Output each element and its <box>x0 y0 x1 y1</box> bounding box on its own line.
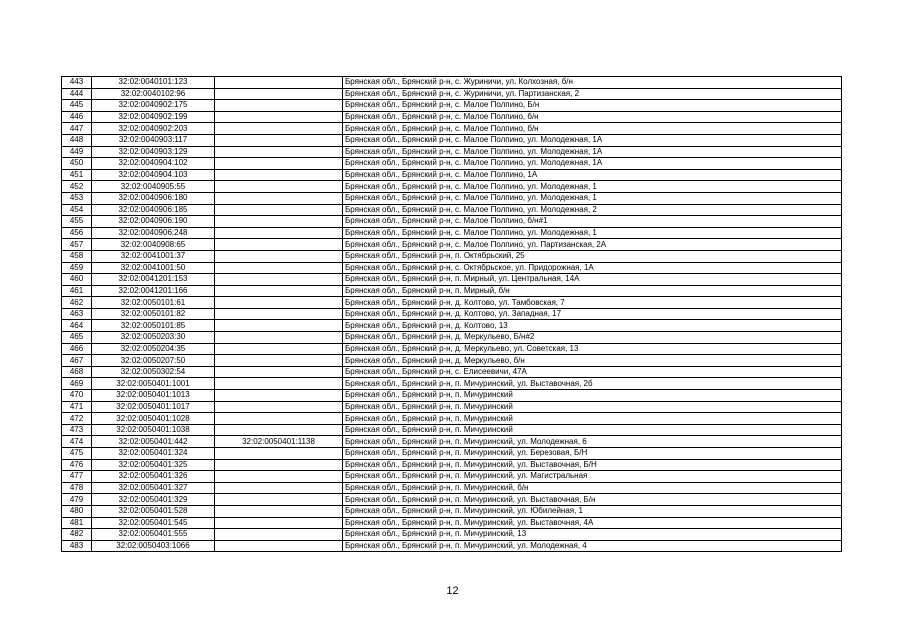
secondary-cadastral-number-cell <box>215 366 343 378</box>
secondary-cadastral-number-cell <box>215 134 343 146</box>
address-cell: Брянская обл., Брянский р-н, с. Малое Полпино, ул. Молодежная, 2 <box>343 204 842 216</box>
cadastral-number-cell: 32:02:0040902:199 <box>92 111 215 123</box>
table-row <box>62 181 842 193</box>
secondary-cadastral-number-cell <box>215 77 343 89</box>
cadastral-number-cell: 32:02:0041001:50 <box>92 262 215 274</box>
table-row <box>62 100 842 112</box>
secondary-cadastral-number-cell <box>215 123 343 135</box>
secondary-cadastral-number-cell <box>215 505 343 517</box>
cadastral-number-cell: 32:02:0041201:166 <box>92 285 215 297</box>
address-cell: Брянская обл., Брянский р-н, с. Малое Полпино, ул. Молодежная, 1А <box>343 134 842 146</box>
table-row <box>62 332 842 344</box>
row-number-cell: 447 <box>62 123 92 135</box>
address-cell: Брянская обл., Брянский р-н, с. Журиничи, ул. Колхозная, б/н <box>343 77 842 89</box>
cadastral-number-cell: 32:02:0041001:37 <box>92 250 215 262</box>
table-row <box>62 355 842 367</box>
secondary-cadastral-number-cell <box>215 448 343 460</box>
row-number-cell: 451 <box>62 169 92 181</box>
row-number-cell: 476 <box>62 459 92 471</box>
table-row <box>62 540 842 552</box>
secondary-cadastral-number-cell <box>215 517 343 529</box>
secondary-cadastral-number-cell <box>215 100 343 112</box>
cadastral-number-cell: 32:02:0050207:50 <box>92 355 215 367</box>
cadastral-number-cell: 32:02:0050403:1066 <box>92 540 215 552</box>
address-cell: Брянская обл., Брянский р-н, п. Мичуринский <box>343 424 842 436</box>
address-cell: Брянская обл., Брянский р-н, п. Мичуринский, ул. Выставочная, 2б <box>343 378 842 390</box>
table-row <box>62 111 842 123</box>
table-row <box>62 413 842 425</box>
secondary-cadastral-number-cell <box>215 424 343 436</box>
row-number-cell: 482 <box>62 529 92 541</box>
cadastral-number-cell: 32:02:0040902:175 <box>92 100 215 112</box>
row-number-cell: 461 <box>62 285 92 297</box>
table-row <box>62 216 842 228</box>
address-cell: Брянская обл., Брянский р-н, п. Мирный, б/н <box>343 285 842 297</box>
row-number-cell: 463 <box>62 308 92 320</box>
cadastral-number-cell: 32:02:0040904:102 <box>92 158 215 170</box>
address-cell: Брянская обл., Брянский р-н, с. Малое Полпино, ул. Молодежная, 1 <box>343 192 842 204</box>
table-row <box>62 250 842 262</box>
table-row <box>62 123 842 135</box>
address-cell: Брянская обл., Брянский р-н, с. Малое Полпино, ул. Партизанская, 2А <box>343 239 842 251</box>
cadastral-number-cell: 32:02:0050401:1028 <box>92 413 215 425</box>
secondary-cadastral-number-cell <box>215 459 343 471</box>
table-row <box>62 366 842 378</box>
row-number-cell: 479 <box>62 494 92 506</box>
cadastral-number-cell: 32:02:0050401:1013 <box>92 390 215 402</box>
address-cell: Брянская обл., Брянский р-н, п. Мичуринский <box>343 401 842 413</box>
address-cell: Брянская обл., Брянский р-н, п. Мичуринский, б/н <box>343 482 842 494</box>
row-number-cell: 465 <box>62 332 92 344</box>
property-registry-table <box>61 76 842 552</box>
address-cell: Брянская обл., Брянский р-н, с. Малое Полпино, б/н#1 <box>343 216 842 228</box>
table-row <box>62 274 842 286</box>
address-cell: Брянская обл., Брянский р-н, п. Мичуринский, ул. Магистральная <box>343 471 842 483</box>
address-cell: Брянская обл., Брянский р-н, с. Елисеевичи, 47А <box>343 366 842 378</box>
secondary-cadastral-number-cell <box>215 378 343 390</box>
cadastral-number-cell: 32:02:0050101:82 <box>92 308 215 320</box>
secondary-cadastral-number-cell <box>215 320 343 332</box>
secondary-cadastral-number-cell <box>215 413 343 425</box>
row-number-cell: 464 <box>62 320 92 332</box>
row-number-cell: 454 <box>62 204 92 216</box>
address-cell: Брянская обл., Брянский р-н, п. Мичуринский, ул. Выставочная, Б/н <box>343 494 842 506</box>
row-number-cell: 483 <box>62 540 92 552</box>
cadastral-number-cell: 32:02:0040903:117 <box>92 134 215 146</box>
address-cell: Брянская обл., Брянский р-н, с. Малое Полпино, ул. Молодежная, 1А <box>343 146 842 158</box>
row-number-cell: 478 <box>62 482 92 494</box>
secondary-cadastral-number-cell <box>215 401 343 413</box>
row-number-cell: 467 <box>62 355 92 367</box>
row-number-cell: 459 <box>62 262 92 274</box>
row-number-cell: 448 <box>62 134 92 146</box>
cadastral-number-cell: 32:02:0050401:442 <box>92 436 215 448</box>
table-row <box>62 146 842 158</box>
cadastral-number-cell: 32:02:0050401:326 <box>92 471 215 483</box>
address-cell: Брянская обл., Брянский р-н, д. Колтово, ул. Западная, 17 <box>343 308 842 320</box>
address-cell: Брянская обл., Брянский р-н, с. Малое Полпино, б/н <box>343 123 842 135</box>
address-cell: Брянская обл., Брянский р-н, п. Мичуринский, ул. Выставочная, Б/Н <box>343 459 842 471</box>
cadastral-number-cell: 32:02:0040906:190 <box>92 216 215 228</box>
row-number-cell: 449 <box>62 146 92 158</box>
row-number-cell: 481 <box>62 517 92 529</box>
cadastral-number-cell: 32:02:0050401:528 <box>92 505 215 517</box>
row-number-cell: 444 <box>62 88 92 100</box>
secondary-cadastral-number-cell <box>215 297 343 309</box>
page-number: 12 <box>446 585 459 597</box>
table-row <box>62 529 842 541</box>
address-cell: Брянская обл., Брянский р-н, с. Малое Полпино, б/н <box>343 111 842 123</box>
table-row <box>62 424 842 436</box>
table-row <box>62 297 842 309</box>
address-cell: Брянская обл., Брянский р-н, д. Меркульево, Б/н#2 <box>343 332 842 344</box>
secondary-cadastral-number-cell <box>215 471 343 483</box>
row-number-cell: 446 <box>62 111 92 123</box>
address-cell: Брянская обл., Брянский р-н, д. Меркульево, б/н <box>343 355 842 367</box>
row-number-cell: 450 <box>62 158 92 170</box>
cadastral-number-cell: 32:02:0040905:55 <box>92 181 215 193</box>
cadastral-number-cell: 32:02:0050204:35 <box>92 343 215 355</box>
cadastral-number-cell: 32:02:0050401:324 <box>92 448 215 460</box>
table-row <box>62 134 842 146</box>
row-number-cell: 474 <box>62 436 92 448</box>
cadastral-number-cell: 32:02:0050401:1038 <box>92 424 215 436</box>
secondary-cadastral-number-cell <box>215 181 343 193</box>
secondary-cadastral-number-cell <box>215 239 343 251</box>
secondary-cadastral-number-cell <box>215 332 343 344</box>
cadastral-number-cell: 32:02:0050401:327 <box>92 482 215 494</box>
table-row <box>62 320 842 332</box>
cadastral-number-cell: 32:02:0040101:123 <box>92 77 215 89</box>
table-row <box>62 158 842 170</box>
row-number-cell: 480 <box>62 505 92 517</box>
row-number-cell: 470 <box>62 390 92 402</box>
address-cell: Брянская обл., Брянский р-н, с. Малое Полпино, ул. Молодежная, 1 <box>343 181 842 193</box>
address-cell: Брянская обл., Брянский р-н, п. Мичуринский <box>343 413 842 425</box>
address-cell: Брянская обл., Брянский р-н, с. Октябрьское, ул. Придорожная, 1А <box>343 262 842 274</box>
table-row <box>62 262 842 274</box>
address-cell: Брянская обл., Брянский р-н, п. Мичуринский, ул. Молодежная, 4 <box>343 540 842 552</box>
address-cell: Брянская обл., Брянский р-н, п. Мичуринский, ул. Выставочная, 4А <box>343 517 842 529</box>
cadastral-number-cell: 32:02:0050203:30 <box>92 332 215 344</box>
cadastral-number-cell: 32:02:0050101:61 <box>92 297 215 309</box>
table-row <box>62 448 842 460</box>
secondary-cadastral-number-cell <box>215 227 343 239</box>
secondary-cadastral-number-cell <box>215 355 343 367</box>
secondary-cadastral-number-cell <box>215 192 343 204</box>
address-cell: Брянская обл., Брянский р-н, д. Колтово, ул. Тамбовская, 7 <box>343 297 842 309</box>
table-row <box>62 192 842 204</box>
secondary-cadastral-number-cell <box>215 250 343 262</box>
row-number-cell: 452 <box>62 181 92 193</box>
address-cell: Брянская обл., Брянский р-н, п. Мичуринский, 13 <box>343 529 842 541</box>
address-cell: Брянская обл., Брянский р-н, с. Журиничи, ул. Партизанская, 2 <box>343 88 842 100</box>
cadastral-number-cell: 32:02:0040102:96 <box>92 88 215 100</box>
secondary-cadastral-number-cell <box>215 204 343 216</box>
table-row <box>62 459 842 471</box>
secondary-cadastral-number-cell <box>215 111 343 123</box>
row-number-cell: 462 <box>62 297 92 309</box>
row-number-cell: 475 <box>62 448 92 460</box>
table-row <box>62 77 842 89</box>
secondary-cadastral-number-cell <box>215 482 343 494</box>
row-number-cell: 471 <box>62 401 92 413</box>
cadastral-number-cell: 32:02:0040906:180 <box>92 192 215 204</box>
table-row <box>62 239 842 251</box>
cadastral-number-cell: 32:02:0050302:54 <box>92 366 215 378</box>
cadastral-number-cell: 32:02:0050401:545 <box>92 517 215 529</box>
table-row <box>62 343 842 355</box>
table-row <box>62 169 842 181</box>
cadastral-number-cell: 32:02:0050101:85 <box>92 320 215 332</box>
table-row <box>62 308 842 320</box>
row-number-cell: 469 <box>62 378 92 390</box>
table-row <box>62 482 842 494</box>
table-row <box>62 378 842 390</box>
cadastral-number-cell: 32:02:0041201:153 <box>92 274 215 286</box>
row-number-cell: 443 <box>62 77 92 89</box>
cadastral-number-cell: 32:02:0050401:329 <box>92 494 215 506</box>
secondary-cadastral-number-cell <box>215 262 343 274</box>
secondary-cadastral-number-cell <box>215 158 343 170</box>
cadastral-number-cell: 32:02:0040903:129 <box>92 146 215 158</box>
secondary-cadastral-number-cell <box>215 540 343 552</box>
secondary-cadastral-number-cell <box>215 343 343 355</box>
address-cell: Брянская обл., Брянский р-н, п. Мичуринский, ул. Березовая, Б/Н <box>343 448 842 460</box>
table-row <box>62 436 842 448</box>
address-cell: Брянская обл., Брянский р-н, д. Меркульево, ул. Советская, 13 <box>343 343 842 355</box>
table-row <box>62 505 842 517</box>
row-number-cell: 457 <box>62 239 92 251</box>
address-cell: Брянская обл., Брянский р-н, с. Малое Полпино, Б/н <box>343 100 842 112</box>
secondary-cadastral-number-cell: 32:02:0050401:1138 <box>215 436 343 448</box>
address-cell: Брянская обл., Брянский р-н, п. Октябрьский, 25 <box>343 250 842 262</box>
table-row <box>62 471 842 483</box>
table-row <box>62 227 842 239</box>
row-number-cell: 456 <box>62 227 92 239</box>
row-number-cell: 466 <box>62 343 92 355</box>
row-number-cell: 458 <box>62 250 92 262</box>
table-row <box>62 401 842 413</box>
secondary-cadastral-number-cell <box>215 274 343 286</box>
address-cell: Брянская обл., Брянский р-н, с. Малое Полпино, 1А <box>343 169 842 181</box>
row-number-cell: 445 <box>62 100 92 112</box>
secondary-cadastral-number-cell <box>215 216 343 228</box>
cadastral-number-cell: 32:02:0050401:1001 <box>92 378 215 390</box>
row-number-cell: 468 <box>62 366 92 378</box>
cadastral-number-cell: 32:02:0040908:65 <box>92 239 215 251</box>
cadastral-number-cell: 32:02:0050401:1017 <box>92 401 215 413</box>
secondary-cadastral-number-cell <box>215 88 343 100</box>
secondary-cadastral-number-cell <box>215 390 343 402</box>
table-row <box>62 88 842 100</box>
table-row <box>62 390 842 402</box>
address-cell: Брянская обл., Брянский р-н, с. Малое Полпино, ул. Молодежная, 1А <box>343 158 842 170</box>
address-cell: Брянская обл., Брянский р-н, д. Колтово, 13 <box>343 320 842 332</box>
secondary-cadastral-number-cell <box>215 169 343 181</box>
registry-table-body <box>62 77 842 552</box>
table-row <box>62 204 842 216</box>
address-cell: Брянская обл., Брянский р-н, п. Мичуринский <box>343 390 842 402</box>
row-number-cell: 453 <box>62 192 92 204</box>
row-number-cell: 460 <box>62 274 92 286</box>
secondary-cadastral-number-cell <box>215 308 343 320</box>
cadastral-number-cell: 32:02:0040906:185 <box>92 204 215 216</box>
address-cell: Брянская обл., Брянский р-н, с. Малое Полпино, ул. Молодежная, 1 <box>343 227 842 239</box>
secondary-cadastral-number-cell <box>215 529 343 541</box>
secondary-cadastral-number-cell <box>215 285 343 297</box>
row-number-cell: 455 <box>62 216 92 228</box>
table-row <box>62 517 842 529</box>
cadastral-number-cell: 32:02:0040902:203 <box>92 123 215 135</box>
address-cell: Брянская обл., Брянский р-н, п. Мичуринский, ул. Молодежная, 6 <box>343 436 842 448</box>
address-cell: Брянская обл., Брянский р-н, п. Мичуринский, ул. Юбилейная, 1 <box>343 505 842 517</box>
table-row <box>62 285 842 297</box>
cadastral-number-cell: 32:02:0040906:248 <box>92 227 215 239</box>
row-number-cell: 472 <box>62 413 92 425</box>
table-row <box>62 494 842 506</box>
cadastral-number-cell: 32:02:0040904:103 <box>92 169 215 181</box>
address-cell: Брянская обл., Брянский р-н, п. Мирный, ул. Центральная, 14А <box>343 274 842 286</box>
secondary-cadastral-number-cell <box>215 146 343 158</box>
row-number-cell: 473 <box>62 424 92 436</box>
cadastral-number-cell: 32:02:0050401:325 <box>92 459 215 471</box>
row-number-cell: 477 <box>62 471 92 483</box>
cadastral-number-cell: 32:02:0050401:555 <box>92 529 215 541</box>
secondary-cadastral-number-cell <box>215 494 343 506</box>
